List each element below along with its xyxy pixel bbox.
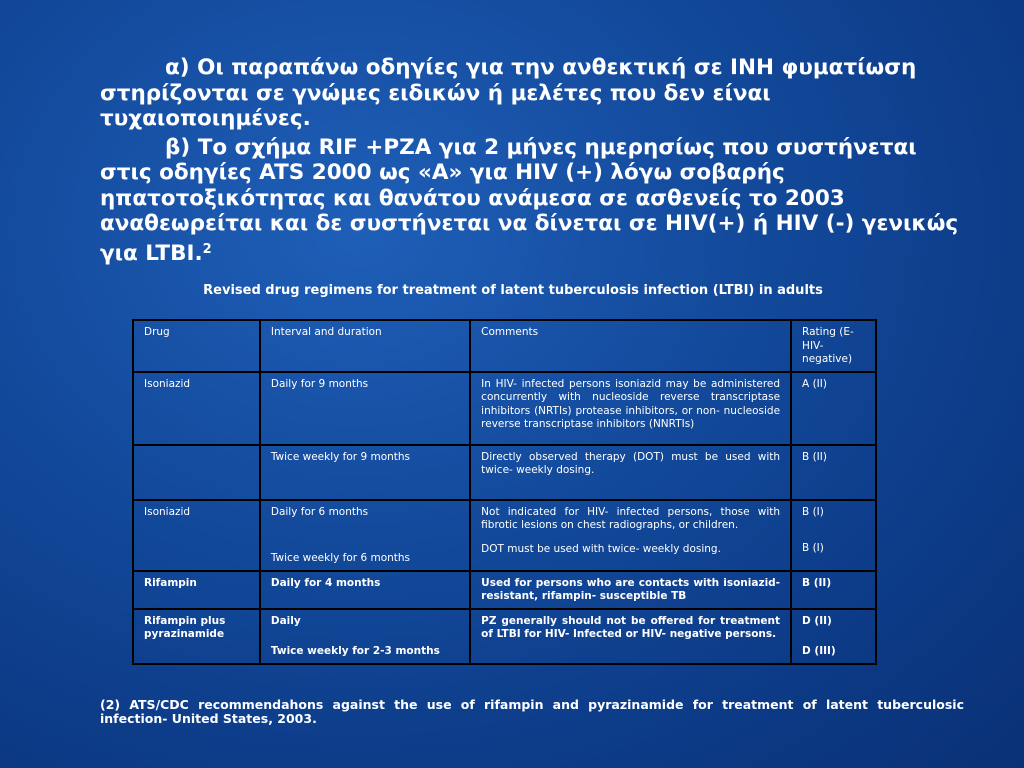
header-comments: Comments (470, 320, 791, 372)
paragraph-a-text: α) Οι παραπάνω οδηγίες για την ανθεκτική σε ΙΝΗ φυματίωση στηρίζονται σε γνώμες ειδικών ή μελέτες που δεν είναι τυχαιοποιημένες. (100, 55, 917, 131)
cell-rating: B (II) (791, 571, 876, 609)
footnote: (2) ATS/CDC recommendahons against the use of rifampin and pyrazinamide for treatment of latent tuberculosic infection- United States, 2003. (100, 697, 964, 726)
cell-interval: Daily for 9 months (260, 372, 470, 445)
comments-line-2: DOT must be used with twice- weekly dosing. (481, 542, 721, 555)
cell-drug: Isoniazid (133, 372, 260, 445)
interval-line-1: Daily (270, 614, 301, 627)
table-row (133, 571, 876, 609)
regimens-table (132, 319, 877, 665)
cell-comments: Used for persons who are contacts with isoniazid- resistant, rifampin- susceptible TB (470, 571, 791, 609)
table-row (133, 609, 876, 664)
table-row (133, 372, 876, 445)
comments-line-1: Not indicated for HIV- infected persons, those with fibrotic lesions on chest radiographs, or children. (481, 505, 781, 531)
header-drug: Drug (133, 320, 260, 372)
cell-interval: Daily for 4 months (260, 571, 470, 609)
reference-superscript: 2 (202, 241, 212, 257)
cell-rating (791, 500, 876, 571)
cell-drug: Rifampin (133, 571, 260, 609)
paragraph-b (100, 135, 970, 267)
cell-interval: Twice weekly for 9 months (260, 445, 470, 500)
interval-line-1: Daily for 6 months (270, 505, 369, 518)
interval-line-2: Twice weekly for 2-3 months (270, 645, 440, 657)
table-title: Revised drug regimens for treatment of latent tuberculosis infection (LTBI) in adults (203, 283, 823, 298)
table-row (133, 445, 876, 500)
rating-line-2: B (I) (802, 542, 824, 554)
cell-interval (260, 500, 470, 571)
cell-drug: Isoniazid (133, 500, 260, 571)
table-header-row (133, 320, 876, 372)
cell-comments (470, 445, 791, 500)
cell-rating: A (II) (791, 372, 876, 445)
cell-comments: In HIV- infected persons isoniazid may be administered concurrently with nucleoside reverse transcriptase inhibitors (NRTIs) protease inhibitors, or non- nucleoside reverse transcriptase inhibitors (NNRTIs) (470, 372, 791, 445)
header-rating: Rating (E-HIV-negative) (791, 320, 876, 372)
paragraph-b-text: β) Το σχήμα RIF +PZA για 2 μήνες ημερησίως που συστήνεται στις οδηγίες ATS 2000 ως «Α» για HIV (+) λόγω σοβαρής ηπατοτοξικότητας και θανάτου ανάμεσα σε ασθενείς το 2003 αναθεωρείται και δε συστήνεται να δίνεται σε HIV(+) ή HIV (-) γενικώς για LTBI. (100, 134, 959, 266)
paragraph-a (100, 55, 970, 132)
cell-interval (260, 609, 470, 664)
cell-drug (133, 445, 260, 500)
interval-line-2: Twice weekly for 6 months (270, 552, 411, 564)
table-row (133, 500, 876, 571)
rating-line-2: D (III) (802, 645, 836, 657)
cell-comments: PZ generally should not be offered for treatment of LTBI for HIV- Infected or HIV- negative persons. (470, 609, 791, 664)
intro-text (100, 55, 970, 269)
cell-rating: B (II) (791, 445, 876, 500)
header-interval: Interval and duration (260, 320, 470, 372)
cell-drug: Rifampin plus pyrazinamide (133, 609, 260, 664)
cell-comments (470, 500, 791, 571)
cell-rating (791, 609, 876, 664)
rating-line-1: B (I) (802, 505, 824, 518)
cell-comments-text: Directly observed therapy (DOT) must be used with twice- weekly dosing. (481, 450, 781, 476)
rating-line-1: D (II) (802, 614, 832, 627)
